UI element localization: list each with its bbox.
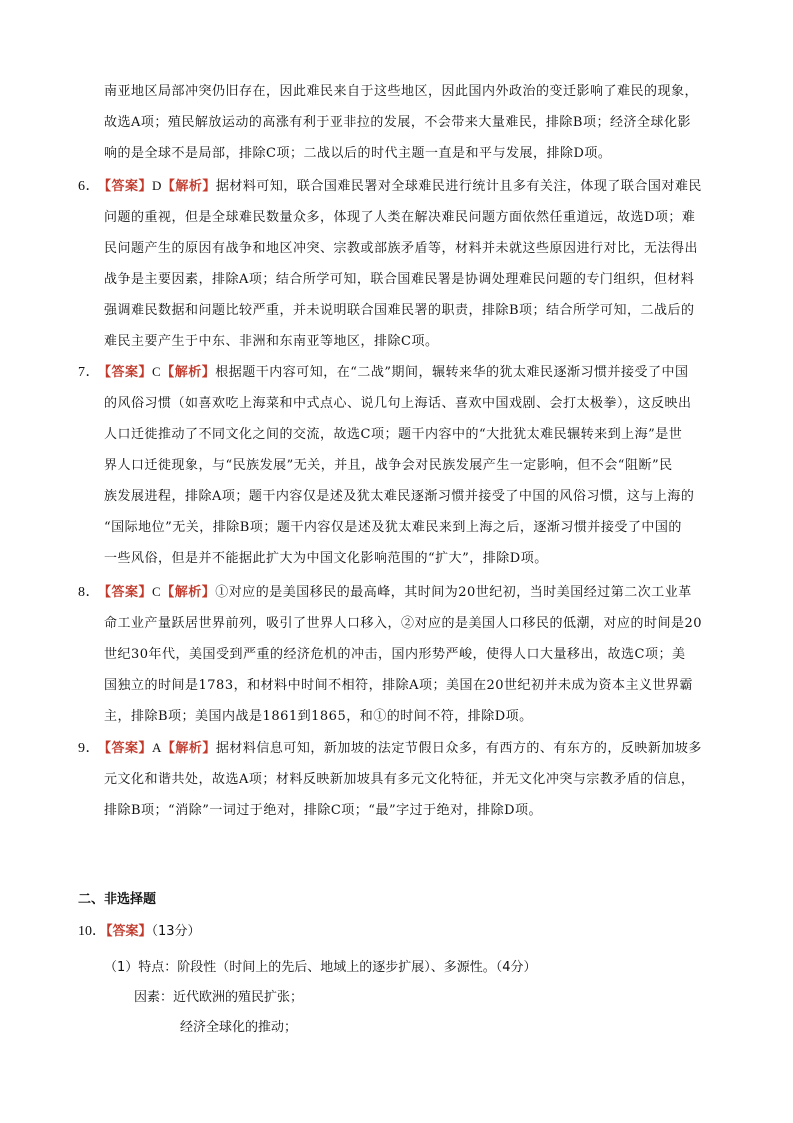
intro-line: 响的是全球不是局部，排除C项；二战以后的时代主题一直是和平与发展，排除D项。	[104, 146, 612, 161]
analysis-line: 战争是主要因素，排除A项；结合所学可知，联合国难民署是协调处理难民问题的专门组织，但材料	[104, 272, 695, 287]
answer-tag: 【答案】	[98, 179, 153, 194]
answer-tag: 【答案】	[106, 924, 152, 939]
answer-letter: C	[152, 364, 162, 379]
question-number: 7．	[78, 365, 100, 380]
analysis-line: 难民主要产生于中东、非洲和东南亚等地区，排除C项。	[104, 334, 439, 349]
analysis-line: 问题的重视，但是全球难民数量众多，体现了人类在解决难民问题方面依然任重道远，故选D项；难	[104, 210, 696, 225]
analysis-first-line: ①对应的是美国移民的最高峰，其时间为20世纪初，当时美国经过第二次工业革	[215, 585, 692, 600]
q10-factors: 因素：近代欧洲的殖民扩张；	[134, 990, 304, 1005]
analysis-tag: 【解析】	[161, 741, 216, 756]
analysis-line: 强调难民数据和问题比较严重，并未说明联合国难民署的职责，排除B项；结合所学可知，二战后的	[104, 303, 695, 318]
question-10	[78, 920, 201, 940]
analysis-line: 元文化和谐共处，故选A项；材料反映新加坡具有多元文化特征，并无文化冲突与宗教矛盾的信息，	[104, 772, 695, 787]
analysis-tag: 【解析】	[161, 179, 216, 194]
analysis-first-line: 根据题干内容可知，在“二战”期间，辗转来华的犹太难民逐渐习惯并接受了中国	[215, 365, 689, 380]
analysis-line: 一些风俗，但是并不能据此扩大为中国文化影响范围的“扩大”，排除D项。	[104, 551, 548, 566]
section-title: 二、非选择题	[78, 892, 157, 907]
answer-tag: 【答案】	[98, 741, 153, 756]
question-number: 8．	[78, 585, 100, 600]
intro-paragraph	[104, 76, 718, 169]
question-number: 10．	[78, 924, 106, 939]
analysis-line: 命工业产量跃居世界前列，吸引了世界人口移入，②对应的是美国人口移民的低潮，对应的时间是20	[104, 616, 703, 631]
answer-tag: 【答案】	[98, 585, 153, 600]
score: （13分）	[151, 924, 201, 939]
question-number: 9．	[78, 741, 100, 756]
q10-part1: （1）特点：阶段性（时间上的先后、地域上的逐步扩展）、多源性。（4分）	[104, 960, 537, 975]
analysis-first-line: 据材料可知，联合国难民署对全球难民进行统计且多有关注，体现了联合国对难民	[215, 179, 702, 194]
analysis-line: 民问题产生的原因有战争和地区冲突、宗教或部族矛盾等，材料并未就这些原因进行对比，无法得出	[104, 241, 699, 256]
answer-letter: A	[152, 740, 162, 755]
analysis-line: 主，排除B项；美国内战是1861到1865，和①的时间不符，排除D项。	[104, 709, 533, 724]
q10-factor-2: 经济全球化的推动；	[180, 1020, 298, 1035]
answer-letter: C	[152, 584, 162, 599]
intro-line: 故选A项；殖民解放运动的高涨有利于亚非拉的发展，不会带来大量难民，排除B项；经济全球化影	[104, 115, 691, 130]
analysis-line: 的风俗习惯（如喜欢吃上海菜和中式点心、说几句上海话、喜欢中国戏剧、会打太极拳），这反映出	[104, 396, 692, 411]
question-6	[78, 170, 718, 357]
analysis-tag: 【解析】	[161, 585, 216, 600]
analysis-line: 排除B项；“消除”一词过于绝对，排除C项；“最”字过于绝对，排除D项。	[104, 803, 543, 818]
analysis-line: 世纪30年代，美国受到严重的经济危机的冲击，国内形势严峻，使得人口大量移出，故选C项；美	[104, 647, 686, 662]
question-9	[78, 732, 718, 826]
answer-letter: D	[152, 178, 162, 193]
analysis-line: 人口迁徙推动了不同文化之间的交流，故选C项；题干内容中的“大批犹太难民辗转来到上海”是世	[104, 427, 683, 442]
question-7	[78, 356, 718, 574]
analysis-line: 界人口迁徙现象，与“民族发展”无关，并且，战争会对民族发展产生一定影响，但不会“阻断”民	[104, 458, 673, 473]
analysis-first-line: 据材料信息可知，新加坡的法定节假日众多，有西方的、有东方的，反映新加坡多	[215, 741, 702, 756]
question-number: 6．	[78, 179, 100, 194]
analysis-tag: 【解析】	[161, 365, 216, 380]
question-8	[78, 576, 718, 732]
analysis-line: 族发展进程，排除A项；题干内容仅是述及犹太难民逐渐习惯并接受了中国的风俗习惯，这与上海的	[104, 489, 695, 504]
intro-line: 南亚地区局部冲突仍旧存在，因此难民来自于这些地区，因此国内外政治的变迁影响了难民的现象，	[104, 84, 699, 99]
answer-tag: 【答案】	[98, 365, 153, 380]
analysis-line: “国际地位”无关，排除B项；题干内容仅是述及犹太难民来到上海之后，逐渐习惯并接受了中国的	[104, 520, 682, 535]
analysis-line: 国独立的时间是1783，和材料中时间不相符，排除A项；美国在20世纪初并未成为资本主义世界霸	[104, 678, 694, 693]
